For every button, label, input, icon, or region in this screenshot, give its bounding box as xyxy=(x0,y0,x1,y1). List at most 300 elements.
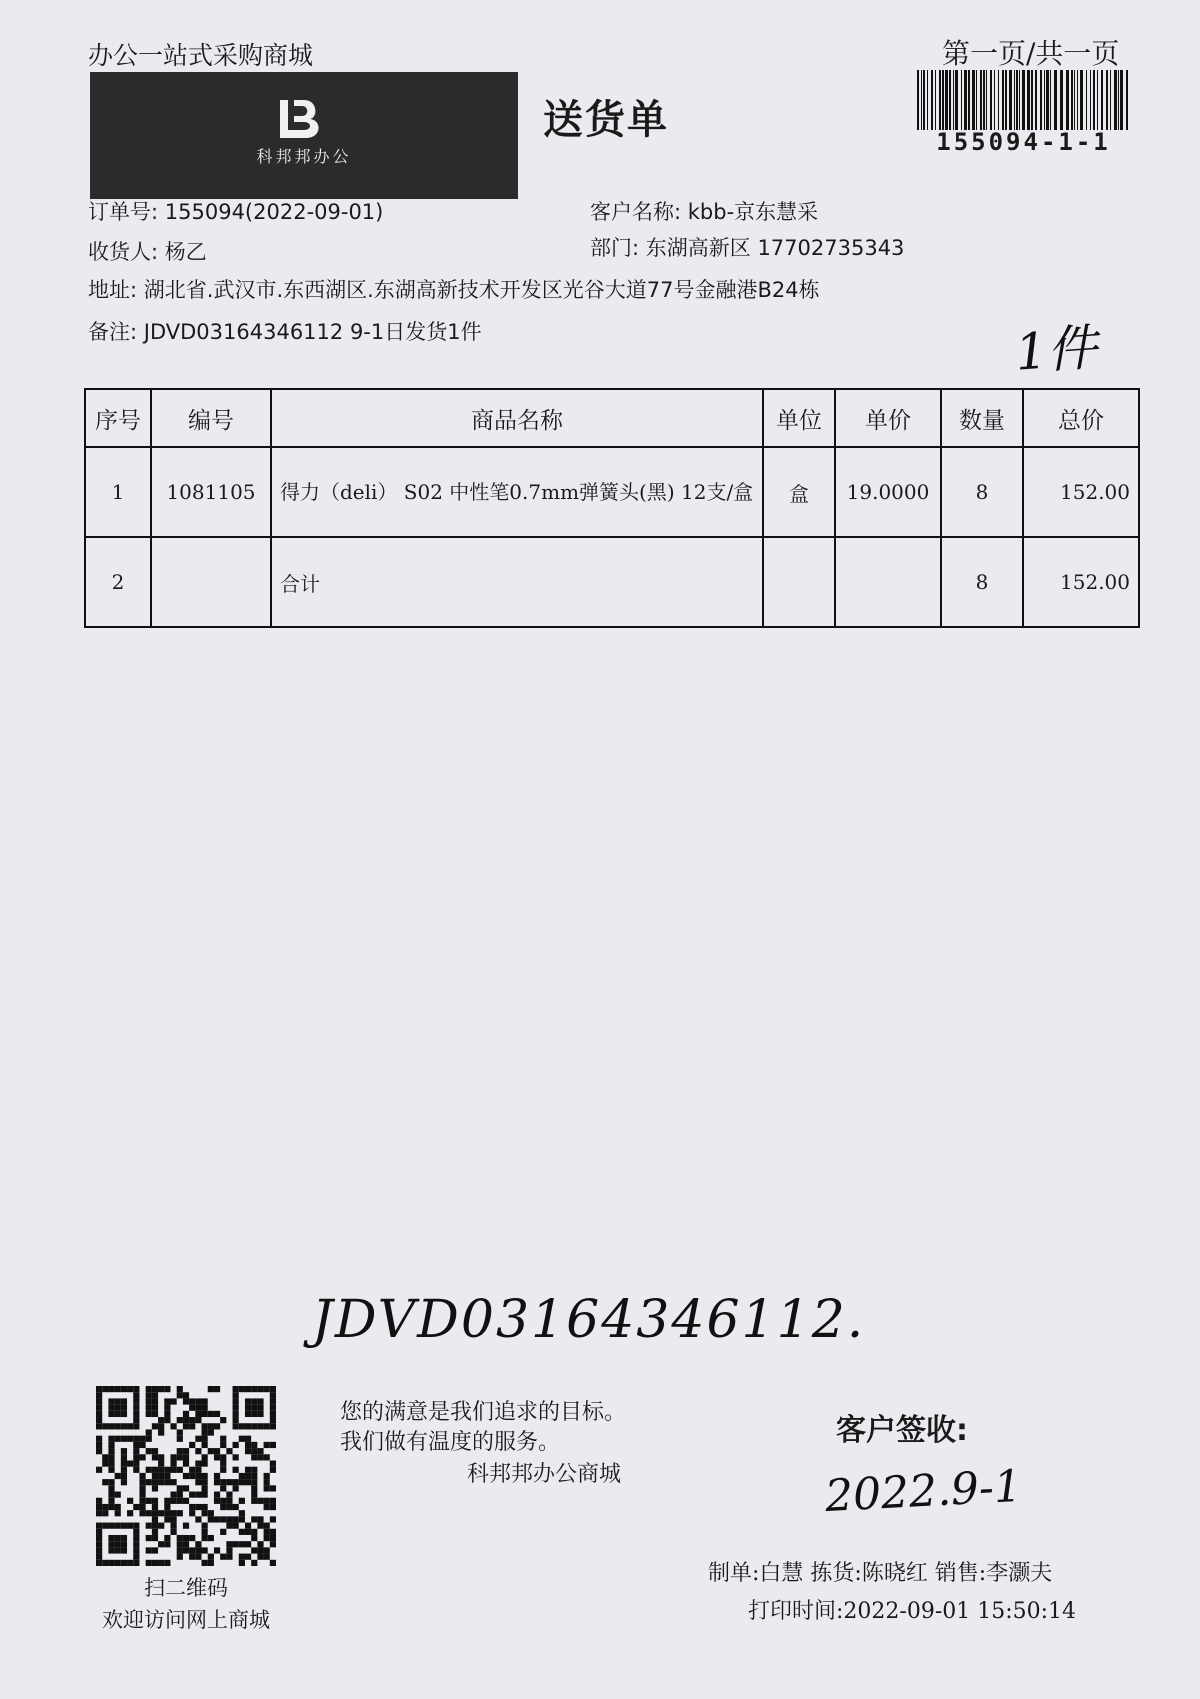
qr-module xyxy=(251,1485,257,1491)
qr-module xyxy=(251,1529,257,1535)
qr-module xyxy=(202,1479,208,1485)
barcode-bar xyxy=(968,70,970,130)
barcode-bar xyxy=(1035,70,1037,130)
qr-module xyxy=(152,1454,158,1460)
qr-module xyxy=(108,1436,114,1442)
qr-module xyxy=(164,1411,170,1417)
qr-module xyxy=(177,1467,183,1473)
qr-module xyxy=(264,1386,270,1392)
qr-module xyxy=(264,1504,270,1510)
qr-module xyxy=(233,1454,239,1460)
qr-module xyxy=(139,1510,145,1516)
qr-module xyxy=(214,1454,220,1460)
qr-module xyxy=(226,1498,232,1504)
qr-module xyxy=(220,1498,226,1504)
qr-module xyxy=(96,1392,102,1398)
qr-module xyxy=(195,1405,201,1411)
qr-module xyxy=(121,1479,127,1485)
qr-module xyxy=(264,1479,270,1485)
qr-module xyxy=(164,1398,170,1404)
qr-module xyxy=(133,1529,139,1535)
qr-module xyxy=(195,1417,201,1423)
qr-module xyxy=(251,1423,257,1429)
qr-module xyxy=(264,1498,270,1504)
qr-module xyxy=(245,1541,251,1547)
qr-module xyxy=(270,1529,276,1535)
row-unit xyxy=(763,537,835,627)
barcode-bar xyxy=(1074,70,1075,130)
qr-module xyxy=(102,1454,108,1460)
address-value: 湖北省.武汉市.东西湖区.东湖高新技术开发区光谷大道77号金融港B24栋 xyxy=(143,278,820,302)
barcode-image xyxy=(917,70,1130,130)
qr-module xyxy=(233,1417,239,1423)
qr-module xyxy=(108,1523,114,1529)
qr-module xyxy=(202,1436,208,1442)
qr-module xyxy=(270,1405,276,1411)
qr-module xyxy=(202,1473,208,1479)
qr-module xyxy=(214,1423,220,1429)
row-unit: 盒 xyxy=(763,447,835,537)
qr-module xyxy=(152,1510,158,1516)
qr-module xyxy=(214,1448,220,1454)
qr-module xyxy=(189,1510,195,1516)
qr-module xyxy=(158,1473,164,1479)
qr-module xyxy=(257,1541,263,1547)
qr-module xyxy=(270,1498,276,1504)
qr-module xyxy=(133,1454,139,1460)
barcode-bar xyxy=(1054,70,1057,130)
qr-module xyxy=(189,1554,195,1560)
qr-module xyxy=(102,1423,108,1429)
row-no: 2 xyxy=(85,537,151,627)
barcode-bar xyxy=(921,70,922,130)
row-product-name: 得力（deli） S02 中性笔0.7mm弹簧头(黑) 12支/盒 xyxy=(271,447,763,537)
qr-module xyxy=(152,1386,158,1392)
qr-module xyxy=(146,1392,152,1398)
qr-module xyxy=(127,1498,133,1504)
qr-module xyxy=(177,1492,183,1498)
qr-module xyxy=(96,1504,102,1510)
qr-module xyxy=(270,1560,276,1566)
qr-module xyxy=(251,1535,257,1541)
qr-module xyxy=(146,1498,152,1504)
qr-module xyxy=(257,1516,263,1522)
qr-module xyxy=(96,1442,102,1448)
qr-module xyxy=(245,1442,251,1448)
qr-module xyxy=(133,1398,139,1404)
qr-module xyxy=(239,1529,245,1535)
qr-module xyxy=(270,1398,276,1404)
qr-module xyxy=(115,1535,121,1541)
qr-module xyxy=(115,1423,121,1429)
qr-module xyxy=(202,1429,208,1435)
qr-module xyxy=(195,1554,201,1560)
qr-module xyxy=(245,1467,251,1473)
qr-module xyxy=(214,1386,220,1392)
qr-module xyxy=(108,1467,114,1473)
qr-module xyxy=(251,1492,257,1498)
qr-module xyxy=(251,1516,257,1522)
qr-module xyxy=(170,1398,176,1404)
qr-module xyxy=(152,1473,158,1479)
qr-module xyxy=(146,1547,152,1553)
qr-module xyxy=(108,1460,114,1466)
qr-module xyxy=(158,1479,164,1485)
qr-module xyxy=(152,1560,158,1566)
qr-module xyxy=(127,1460,133,1466)
qr-module xyxy=(233,1405,239,1411)
qr-module xyxy=(146,1535,152,1541)
qr-module xyxy=(170,1467,176,1473)
qr-module xyxy=(115,1473,121,1479)
qr-module xyxy=(239,1560,245,1566)
qr-module xyxy=(108,1485,114,1491)
document-title: 送货单 xyxy=(543,97,669,143)
qr-module xyxy=(220,1554,226,1560)
qr-module xyxy=(164,1516,170,1522)
qr-module xyxy=(226,1547,232,1553)
qr-module xyxy=(183,1541,189,1547)
order-label: 订单号: xyxy=(88,200,159,224)
qr-module xyxy=(270,1411,276,1417)
qr-module xyxy=(115,1492,121,1498)
qr-module xyxy=(108,1547,114,1553)
qr-module xyxy=(233,1386,239,1392)
qr-module xyxy=(177,1448,183,1454)
qr-module xyxy=(146,1429,152,1435)
qr-module xyxy=(245,1554,251,1560)
customer-label: 客户名称: xyxy=(590,200,682,224)
qr-module xyxy=(177,1485,183,1491)
barcode-bar xyxy=(980,70,982,130)
qr-module xyxy=(183,1547,189,1553)
qr-module xyxy=(233,1467,239,1473)
qr-module xyxy=(233,1423,239,1429)
qr-module xyxy=(139,1479,145,1485)
qr-module xyxy=(146,1467,152,1473)
staff-line: 制单:白慧 拣货:陈晓红 销售:李灏夫 xyxy=(708,1561,1053,1586)
order-number xyxy=(88,196,383,226)
qr-module xyxy=(133,1411,139,1417)
address-label: 地址: xyxy=(88,278,138,302)
qr-module xyxy=(127,1523,133,1529)
qr-module xyxy=(257,1398,263,1404)
qr-module xyxy=(96,1535,102,1541)
qr-module xyxy=(195,1547,201,1553)
qr-module xyxy=(270,1392,276,1398)
qr-module xyxy=(102,1560,108,1566)
header-cell: 商品名称 xyxy=(271,389,763,447)
qr-module xyxy=(121,1411,127,1417)
qr-module xyxy=(108,1411,114,1417)
qr-module xyxy=(170,1510,176,1516)
receiver xyxy=(88,236,207,266)
qr-module xyxy=(164,1479,170,1485)
qr-module xyxy=(220,1529,226,1535)
qr-module xyxy=(195,1411,201,1417)
qr-module xyxy=(208,1516,214,1522)
qr-module xyxy=(208,1560,214,1566)
barcode-bar xyxy=(1022,70,1025,130)
qr-module xyxy=(133,1417,139,1423)
qr-module xyxy=(251,1386,257,1392)
qr-module xyxy=(257,1547,263,1553)
logo-text: 科邦邦办公 xyxy=(256,147,352,166)
qr-module xyxy=(183,1454,189,1460)
qr-module xyxy=(251,1467,257,1473)
qr-module xyxy=(189,1467,195,1473)
qr-module xyxy=(115,1398,121,1404)
qr-module xyxy=(264,1473,270,1479)
qr-module xyxy=(164,1467,170,1473)
qr-module xyxy=(108,1541,114,1547)
qr-module xyxy=(239,1423,245,1429)
qr-module xyxy=(270,1386,276,1392)
qr-module xyxy=(189,1423,195,1429)
qr-module xyxy=(189,1405,195,1411)
table-row xyxy=(85,447,1139,537)
kbb-logo-icon xyxy=(278,98,330,140)
qr-module xyxy=(177,1554,183,1560)
qr-module xyxy=(220,1454,226,1460)
qr-module xyxy=(115,1386,121,1392)
qr-module xyxy=(177,1392,183,1398)
qr-module xyxy=(158,1386,164,1392)
qr-module xyxy=(152,1448,158,1454)
qr-module xyxy=(108,1442,114,1448)
qr-module xyxy=(220,1460,226,1466)
qr-module xyxy=(121,1398,127,1404)
row-price: 19.0000 xyxy=(835,447,941,537)
qr-module xyxy=(183,1392,189,1398)
qr-module xyxy=(220,1516,226,1522)
qr-module xyxy=(121,1460,127,1466)
barcode-bar xyxy=(976,70,977,130)
qr-module xyxy=(96,1405,102,1411)
qr-module xyxy=(115,1547,121,1553)
qr-module xyxy=(195,1479,201,1485)
qr-module xyxy=(239,1510,245,1516)
qr-module xyxy=(251,1479,257,1485)
table-header-row xyxy=(85,389,1139,447)
qr-module xyxy=(96,1448,102,1454)
department xyxy=(590,232,904,262)
qr-module xyxy=(133,1386,139,1392)
qr-module xyxy=(164,1473,170,1479)
qr-module xyxy=(264,1485,270,1491)
barcode-bar xyxy=(990,70,992,130)
qr-module xyxy=(121,1467,127,1473)
qr-module xyxy=(251,1405,257,1411)
qr-module xyxy=(115,1560,121,1566)
qr-module xyxy=(239,1498,245,1504)
qr-module xyxy=(133,1541,139,1547)
qr-module xyxy=(133,1448,139,1454)
qr-module xyxy=(189,1492,195,1498)
qr-module xyxy=(102,1479,108,1485)
qr-module xyxy=(195,1504,201,1510)
barcode-bar xyxy=(953,70,954,130)
qr-module xyxy=(102,1510,108,1516)
barcode-bar xyxy=(964,70,967,130)
qr-module xyxy=(96,1523,102,1529)
qr-module xyxy=(158,1560,164,1566)
barcode-bar xyxy=(1060,70,1063,130)
qr-module xyxy=(245,1405,251,1411)
qr-module xyxy=(239,1554,245,1560)
qr-module xyxy=(233,1504,239,1510)
qr-module xyxy=(251,1448,257,1454)
barcode-bar xyxy=(1093,70,1095,130)
qr-module xyxy=(108,1386,114,1392)
dept-value: 东湖高新区 17702735343 xyxy=(645,236,905,260)
qr-module xyxy=(152,1398,158,1404)
qr-module xyxy=(202,1398,208,1404)
barcode-bar xyxy=(1040,70,1042,130)
qr-module xyxy=(108,1535,114,1541)
qr-module xyxy=(121,1560,127,1566)
qr-module xyxy=(146,1398,152,1404)
qr-module xyxy=(177,1541,183,1547)
qr-module xyxy=(121,1405,127,1411)
qr-module xyxy=(158,1417,164,1423)
qr-module xyxy=(245,1423,251,1429)
qr-module xyxy=(164,1504,170,1510)
qr-caption-2: 欢迎访问网上商城 xyxy=(102,1608,270,1632)
qr-code-image xyxy=(96,1386,276,1566)
company-logo xyxy=(90,72,518,199)
header-cell: 总价 xyxy=(1023,389,1139,447)
qr-module xyxy=(108,1398,114,1404)
barcode-bar xyxy=(983,70,985,130)
qr-module xyxy=(195,1436,201,1442)
qr-module xyxy=(121,1436,127,1442)
barcode-bar xyxy=(1009,70,1012,130)
qr-module xyxy=(264,1535,270,1541)
qr-module xyxy=(164,1405,170,1411)
qr-module xyxy=(133,1460,139,1466)
qr-module xyxy=(195,1467,201,1473)
barcode-bar xyxy=(1044,70,1045,130)
qr-module xyxy=(152,1529,158,1535)
qr-module xyxy=(133,1436,139,1442)
qr-module xyxy=(189,1473,195,1479)
qr-module xyxy=(139,1504,145,1510)
qr-module xyxy=(115,1541,121,1547)
qr-module xyxy=(152,1467,158,1473)
barcode-bar xyxy=(1066,70,1069,130)
qr-module xyxy=(158,1541,164,1547)
qr-module xyxy=(121,1423,127,1429)
header-cell: 数量 xyxy=(941,389,1023,447)
qr-module xyxy=(245,1386,251,1392)
qr-module xyxy=(164,1541,170,1547)
qr-module xyxy=(239,1386,245,1392)
qr-module xyxy=(121,1523,127,1529)
handwritten-sign-date: 2022.9-1 xyxy=(823,1460,1024,1523)
qr-module xyxy=(226,1492,232,1498)
qr-module xyxy=(164,1560,170,1566)
qr-module xyxy=(146,1523,152,1529)
qr-module xyxy=(139,1442,145,1448)
qr-module xyxy=(158,1467,164,1473)
qr-module xyxy=(257,1386,263,1392)
header-cell: 单价 xyxy=(835,389,941,447)
qr-module xyxy=(96,1554,102,1560)
barcode-bar xyxy=(931,70,933,130)
row-total: 152.00 xyxy=(1023,537,1139,627)
qr-module xyxy=(245,1398,251,1404)
barcode-bar xyxy=(939,70,941,130)
qr-module xyxy=(202,1485,208,1491)
barcode-bar xyxy=(1002,70,1004,130)
qr-module xyxy=(202,1535,208,1541)
qr-module xyxy=(177,1417,183,1423)
qr-module xyxy=(208,1535,214,1541)
header-cell: 序号 xyxy=(85,389,151,447)
qr-module xyxy=(152,1547,158,1553)
qr-module xyxy=(164,1417,170,1423)
qr-module xyxy=(115,1510,121,1516)
qr-module xyxy=(233,1411,239,1417)
qr-module xyxy=(133,1560,139,1566)
qr-module xyxy=(202,1510,208,1516)
qr-module xyxy=(158,1423,164,1429)
qr-module xyxy=(146,1560,152,1566)
qr-module xyxy=(177,1535,183,1541)
qr-module xyxy=(220,1442,226,1448)
qr-module xyxy=(214,1411,220,1417)
qr-module xyxy=(233,1541,239,1547)
qr-module xyxy=(245,1529,251,1535)
qr-module xyxy=(177,1547,183,1553)
slogan-line-2: 我们做有温度的服务。 xyxy=(340,1430,561,1455)
qr-module xyxy=(233,1392,239,1398)
qr-module xyxy=(170,1516,176,1522)
qr-module xyxy=(146,1436,152,1442)
qr-module xyxy=(257,1405,263,1411)
qr-module xyxy=(202,1529,208,1535)
qr-module xyxy=(121,1473,127,1479)
qr-module xyxy=(251,1473,257,1479)
qr-module xyxy=(115,1405,121,1411)
print-time: 打印时间:2022-09-01 15:50:14 xyxy=(748,1599,1077,1624)
qr-module xyxy=(226,1448,232,1454)
barcode-bar xyxy=(935,70,936,130)
qr-module xyxy=(133,1554,139,1560)
qr-module xyxy=(183,1473,189,1479)
qr-module xyxy=(195,1492,201,1498)
qr-module xyxy=(245,1473,251,1479)
qr-module xyxy=(177,1498,183,1504)
qr-module xyxy=(170,1423,176,1429)
barcode-bar xyxy=(1019,70,1020,130)
qr-module xyxy=(251,1454,257,1460)
qr-module xyxy=(170,1523,176,1529)
qr-module xyxy=(133,1392,139,1398)
qr-module xyxy=(202,1523,208,1529)
header-cell: 单位 xyxy=(763,389,835,447)
qr-module xyxy=(245,1523,251,1529)
qr-module xyxy=(127,1510,133,1516)
qr-module xyxy=(233,1523,239,1529)
barcode-bar xyxy=(986,70,987,130)
qr-module xyxy=(152,1405,158,1411)
qr-module xyxy=(195,1473,201,1479)
qr-module xyxy=(96,1547,102,1553)
row-qty: 8 xyxy=(941,447,1023,537)
qr-module xyxy=(108,1504,114,1510)
